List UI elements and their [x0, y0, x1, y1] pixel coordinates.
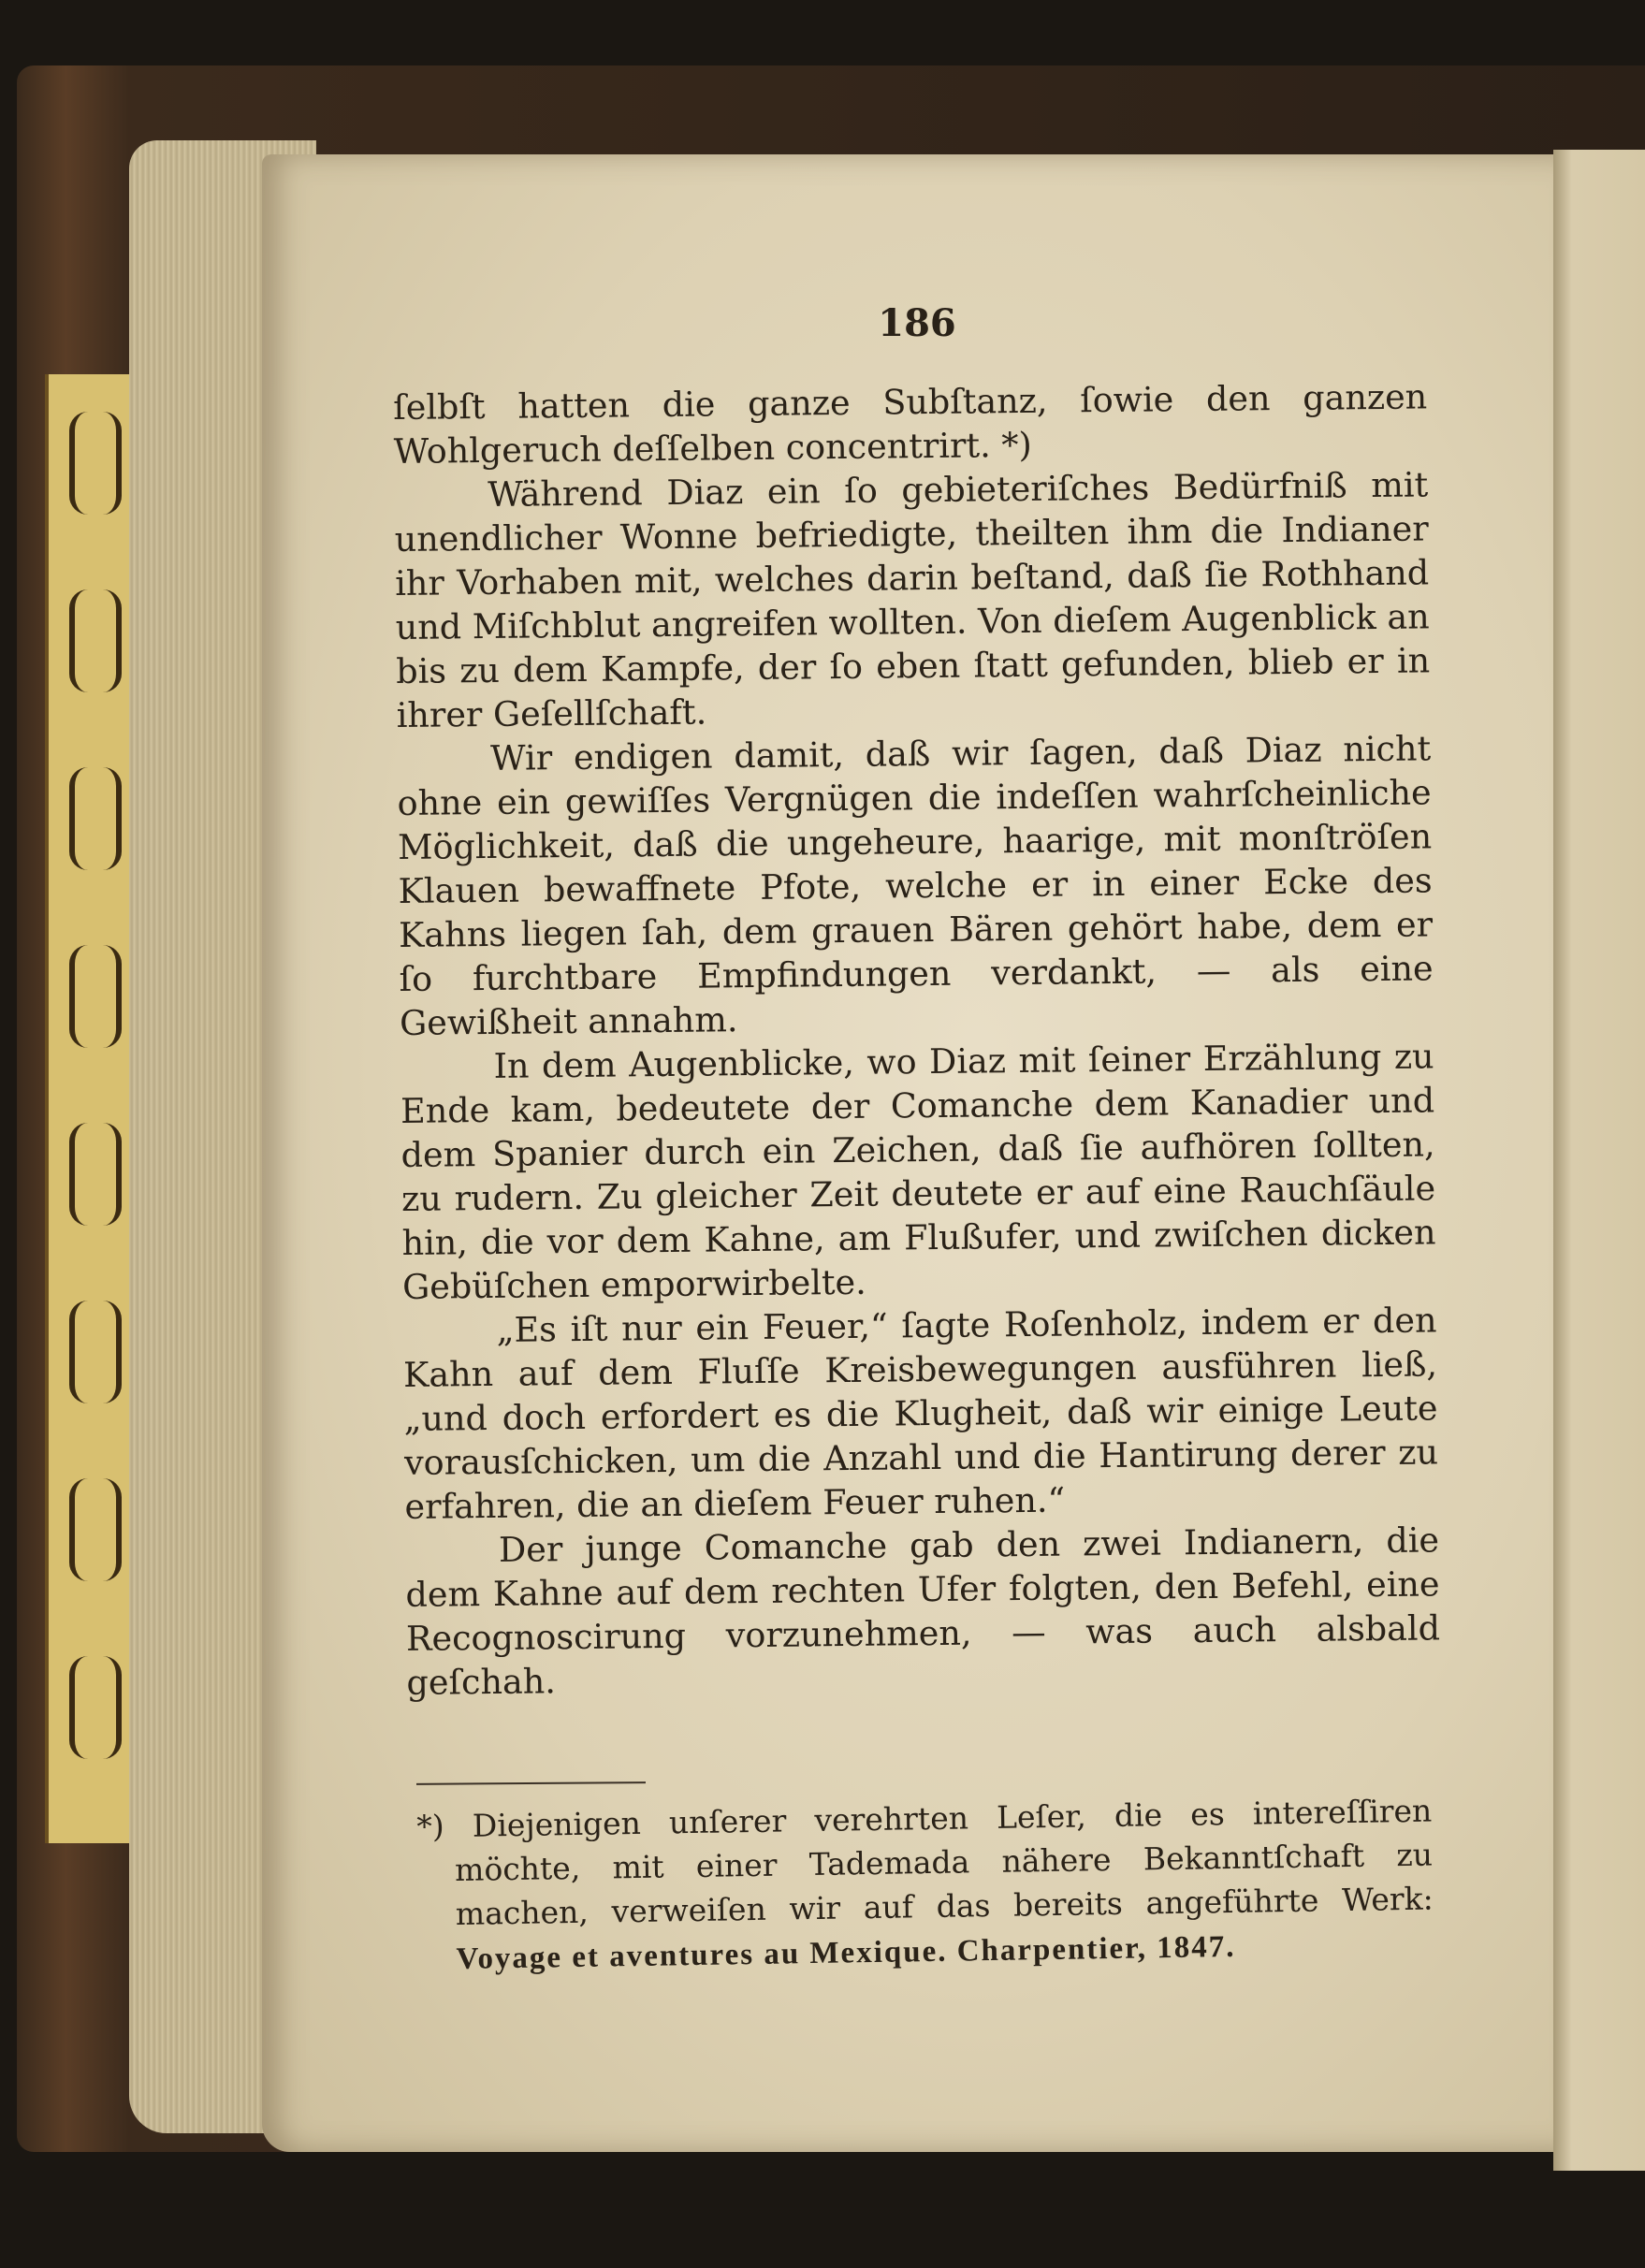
paragraph: Der junge Comanche gab den zwei Indianern, die dem Kahne auf dem rechten Ufer folgten, den Befehl, eine Recognoscirung vorzunehmen, — was auch alsbald geſchah. [405, 1519, 1441, 1703]
footnote [416, 1789, 1434, 1982]
paragraph: Wir endigen damit, daß wir ſagen, daß Diaz nicht ohne ein gewiſſes Vergnügen die indeſſen wahrſcheinliche Möglichkeit, daß die ungeheure, haarige, mit monſtröſen Klauen bewaffnete Pfote, welche er in einer Ecke des Kahns liegen ſah, dem grauen Bären gehört habe, dem er ſo furchtbare Empfindungen verdankt, — als eine Gewißheit annahm. [397, 728, 1434, 1043]
paragraph: ſelbſt hatten die ganze Subſtanz, ſowie den ganzen Wohlgeruch deſſelben concentrirt. *) [393, 376, 1428, 472]
footnote-text: Diejenigen unſerer verehrten Leſer, die es intereſſiren möchte, mit einer Tademada nähere Bekanntſchaft zu machen, verweiſen wir auf das bereits angeführte Werk: [454, 1792, 1434, 1932]
paragraph: In dem Augenblicke, wo Diaz mit ſeiner Erzählung zu Ende kam, bedeutete der Comanche dem Kanadier und dem Spanier durch ein Zeichen, daß ſie aufhören ſollten, zu rudern. Zu gleicher Zeit deutete er auf eine Rauchſäule hin, die vor dem Kahne, am Flußufer, und zwiſchen dicken Gebüſchen emporwirbelte. [400, 1036, 1436, 1307]
footnote-citation: Voyage et aventures au Mexique. Charpentier, 1847. [456, 1929, 1236, 1976]
page-number: 186 [878, 301, 956, 345]
page-body [393, 374, 1441, 1704]
paragraph: „Es iſt nur ein Feuer,“ ſagte Roſenholz, indem er den Kahn auf dem Fluſſe Kreisbewegungen ausführen ließ, „und doch erfordert es die Klugheit, daß wir einige Leute vorausſchicken, um die Anzahl und die Hantirung derer zu erfahren, die an dieſem Feuer ruhen.“ [402, 1300, 1439, 1527]
paragraph: Während Diaz ein ſo gebieteriſches Bedürfniß mit unendlicher Wonne befriedigte, theilten ihm die Indianer ihr Vorhaben mit, welches darin beſtand, daß ſie Rothhand und Miſchblut angreifen wollten. Von dieſem Augenblick an bis zu dem Kampfe, der ſo eben ſtatt gefunden, blieb er in ihrer Geſellſchaft. [394, 464, 1431, 735]
spine-ornament [69, 1478, 122, 1581]
spine-ornament [69, 589, 122, 692]
footnote-marker: *) [416, 1808, 445, 1845]
spine-ornament [69, 1301, 122, 1403]
spine-ornament [69, 1123, 122, 1226]
book-spine [45, 374, 136, 1843]
spine-ornament [69, 412, 122, 515]
spine-ornament [69, 1656, 122, 1759]
facing-page-edge [1553, 150, 1645, 2171]
spine-ornament [69, 945, 122, 1048]
spine-ornament [69, 767, 122, 870]
